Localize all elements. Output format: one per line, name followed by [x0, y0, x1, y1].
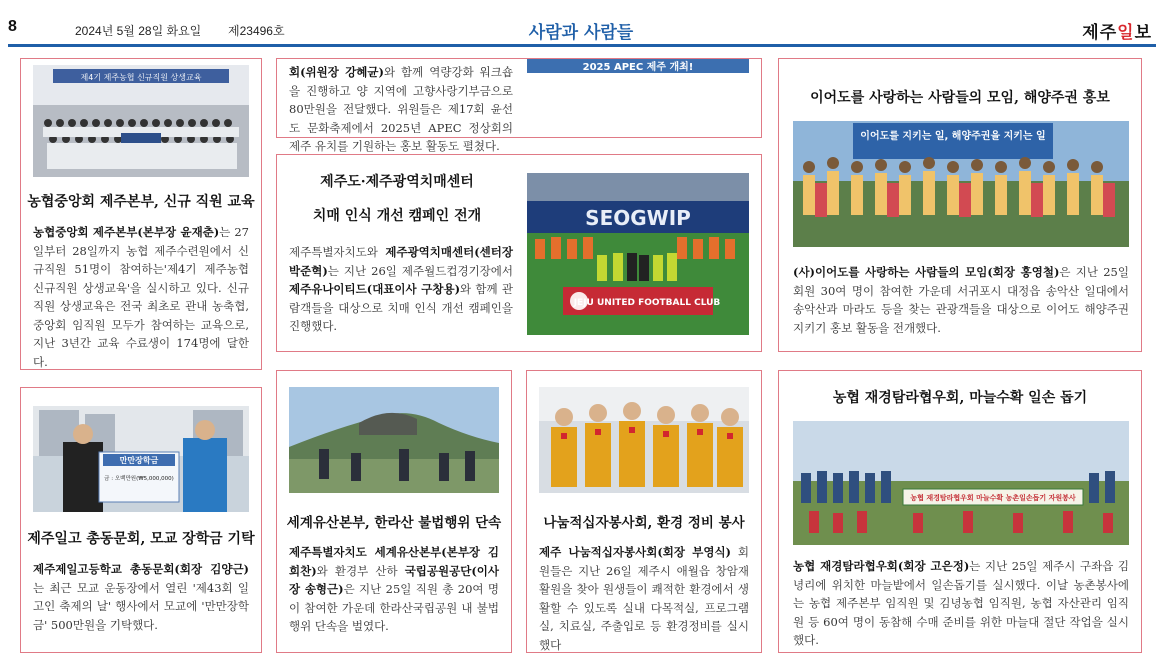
article-title: 이어도를 사랑하는 사람들의 모임, 해양주권 홍보 — [810, 90, 1110, 106]
issue-number: 제23496호 — [228, 24, 285, 38]
photo-apec-banner — [527, 59, 749, 73]
article-body: 제주제일고등학교 총동문회(회장 김양근)는 최근 모교 운동장에서 열린 '제43회 일고인 축제의 날' 행사에서 모교에 '만만장학금' 500만원을 기탁했다. — [33, 562, 249, 632]
newspaper-logo: 제주일보 — [1082, 23, 1152, 43]
article-heritage — [276, 370, 512, 653]
svg-text:2025 APEC 제주 개최!: 2025 APEC 제주 개최! — [582, 62, 694, 73]
article-title-line2: 치매 인식 개선 캠페인 전개 — [312, 208, 482, 224]
article-body: 농협 재경탐라협우회(회장 고은정)는 지난 25일 제주시 구좌읍 김녕리에 위치한 마늘밭에서 일손돕기를 실시했다. 이날 농촌봉사에는 농협 제주본부 임직원 및 김녕농협 임직원, 농협 자산관리 임직원 등 60여 명이 동참해 수매 준비를 위한 마늘대 절단 작업을 실시했다. — [793, 559, 1129, 647]
svg-text:농협 재경탐라협우회 마늘수확 농촌일손돕기 자원봉사: 농협 재경탐라협우회 마늘수확 농촌일손돕기 자원봉사 — [910, 494, 1076, 502]
svg-text:SEOGWIP: SEOGWIP — [585, 206, 691, 230]
article-top-center — [276, 58, 762, 153]
article-body: (사)이어도를 사랑하는 사람들의 모임(회장 홍영철)은 지난 25일 회원 30여 명이 참여한 가운데 서귀포시 대정읍 송악산 일대에서 송악산과 마라도 등을 찾는 관광객들을 대상으로 이어도 해양주권 지키기 홍보 활동을 전개했다. — [793, 265, 1129, 335]
section-title: 사람과 사람들 — [528, 23, 634, 43]
photo-scholarship-check — [33, 406, 249, 512]
svg-text:이어도를 지키는 일, 해양주권을 지키는 일: 이어도를 지키는 일, 해양주권을 지키는 일 — [860, 131, 1046, 142]
photo-stadium-campaign — [527, 173, 749, 335]
photo-group-training — [33, 65, 249, 177]
article-dementia — [276, 154, 762, 352]
article-redcross — [526, 370, 762, 653]
article-body: 제주특별자치도와 제주광역치매센터(센터장 박준혁)는 지난 26일 제주월드컵경기장에서 제주유나이티드(대표이사 구창용)와 함께 관람객들을 대상으로 치매 인식 개선 캠페인을 진행했다. — [289, 245, 513, 333]
article-body: 제주특별자치도 세계유산본부(본부장 김희찬)와 환경부 산하 국립공원공단(이사장 송형근)은 지난 25일 직원 총 20여 명이 참여한 가운데 한라산국립공원 내 불법행위 단속을 벌였다. — [289, 545, 499, 633]
article-garlic — [778, 370, 1142, 653]
article-body: 제주 나눔적십자봉사회(회장 부영식) 회원들은 지난 26일 제주시 애월읍 창암재활원을 찾아 원생들이 쾌적한 환경에서 생활할 수 있도록 실내 다목적실, 프로그램실, 치료실, 주출입로 등 환경정비를 실시했다 — [539, 545, 749, 652]
article-ieodo — [778, 58, 1142, 352]
svg-text:만만장학금: 만만장학금 — [119, 456, 159, 465]
article-title: 농협중앙회 제주본부, 신규 직원 교육 — [27, 194, 255, 210]
svg-text:제4기 제주농협 신규직원 상생교육: 제4기 제주농협 신규직원 상생교육 — [80, 73, 202, 82]
svg-text:JEJU UNITED FOOTBALL CLUB: JEJU UNITED FOOTBALL CLUB — [573, 298, 721, 308]
article-jeju-high — [20, 387, 262, 653]
article-title: 나눔적십자봉사회, 환경 정비 봉사 — [543, 515, 745, 531]
photo-ieodo-group — [793, 121, 1129, 247]
article-nh-jeju — [20, 58, 262, 370]
page-number: 8 — [8, 18, 17, 35]
svg-text:금 : 오백만원(₩5,000,000): 금 : 오백만원(₩5,000,000) — [104, 476, 174, 482]
body-lead: 농협중앙회 제주본부(본부장 윤재춘) — [33, 225, 220, 239]
article-body-left: 회(위원장 강혜균)와 함께 역량강화 워크숍을 진행하고 양 지역에 고향사랑기부금으로 80만원을 전달했다. 위원들은 제17회 윤선도 문화축제에서 2025년 APEC 정상회의 제주 유치를 기원하는 홍보 활동도 펼쳤다. — [289, 65, 513, 153]
issue-date: 2024년 5월 28일 화요일 — [75, 24, 202, 38]
header-rule — [8, 44, 1156, 47]
article-title: 세계유산본부, 한라산 불법행위 단속 — [286, 515, 502, 531]
article-title: 농협 재경탐라협우회, 마늘수확 일손 돕기 — [832, 390, 1088, 406]
page-header — [0, 0, 1162, 46]
body-text: 는 27일부터 28일까지 농협 제주수련원에서 신규직원 51명이 참여하는'제4기 제주농협 신규직원 상생교육'을 실시하고 있다. 신규직원 상생교육은 전국 최초로 관내 농축협, 중앙회 임직원 모두가 참여하는 교육으로, 지난 3년간 교육 수료생이 174명에 달한다. — [33, 225, 249, 369]
article-title: 제주일고 총동문회, 모교 장학금 기탁 — [27, 531, 255, 547]
article-body — [33, 223, 249, 371]
article-title-line1: 제주도·제주광역치매센터 — [320, 174, 474, 190]
photo-hallasan-patrol — [289, 387, 499, 493]
photo-volunteers — [539, 387, 749, 493]
photo-garlic-harvest — [793, 421, 1129, 545]
